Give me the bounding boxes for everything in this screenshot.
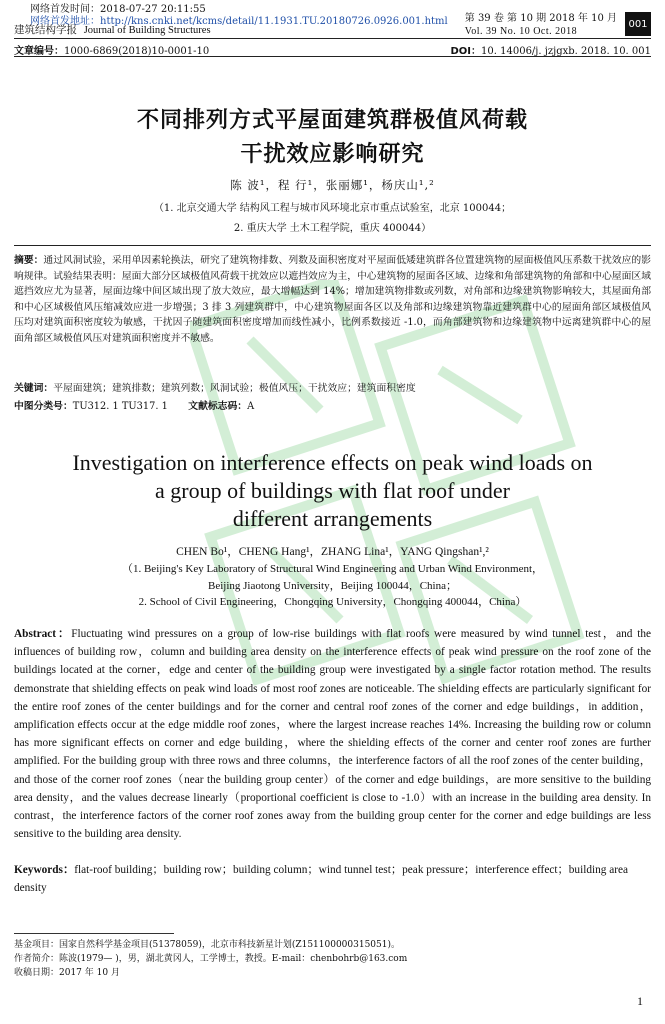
en-title-line3: different arrangements (232, 506, 433, 531)
meta-rule (14, 56, 651, 57)
cn-keywords-text: 平屋面建筑；建筑排数；建筑列数；风洞试验；极值风压；干扰效应；建筑面积密度 (53, 383, 416, 394)
cn-abstract (14, 253, 651, 347)
footnote-rule (14, 933, 174, 934)
journal-name (14, 22, 211, 37)
online-first-url-link[interactable]: http://kns.cnki.net/kcms/detail/11.1931.TU.20180726.0926.001.html (100, 16, 448, 27)
doc-code-label: 文献标志码： (188, 401, 248, 412)
footnote-author: 作者简介：陈波(1979— )，男，湖北黄冈人，工学博士，教授。E-mail：chenbohrb@163.com (14, 954, 408, 964)
cn-abstract-label: 摘要： (14, 255, 44, 266)
doi (451, 42, 652, 57)
en-aff-line2: Beijing Jiaotong University，Beijing 100044，China； (207, 579, 457, 592)
en-authors: CHEN Bo¹，CHENG Hang¹，ZHANG Lina¹，YANG Qingshan¹,² (176, 546, 489, 558)
page-number: 1 (637, 994, 643, 1008)
doi-label: DOI： (450, 46, 482, 57)
cn-title-line2: 干扰效应影响研究 (240, 142, 425, 167)
cn-authors: 陈 波¹，程 行¹，张丽娜¹，杨庆山¹,² (230, 178, 435, 192)
volume-info (465, 12, 617, 38)
cn-affiliations (0, 199, 665, 239)
clc-label: 中图分类号： (14, 401, 73, 412)
cn-aff-line1: （1. 北京交通大学 结构风工程与城市风环境北京市重点试验室，北京 100044； (153, 203, 512, 214)
cn-keywords (14, 381, 651, 396)
doc-code-value: A (247, 401, 255, 412)
article-number-value: 1000-6869(2018)10-0001-10 (64, 46, 210, 57)
en-aff-line1: （1. Beijing's Key Laboratory of Structural Wind Engineering and Urban Wind Environment， (121, 563, 544, 575)
en-title-line2: a group of buildings with flat roof under (155, 478, 510, 503)
abstract-top-rule (14, 245, 651, 246)
en-abstract-label: Abstract： (14, 628, 72, 640)
article-meta (14, 42, 651, 57)
cn-title-line1: 不同排列方式平屋面建筑群极值风荷载 (136, 108, 528, 133)
online-first-url-label: 网络首发地址： (30, 16, 100, 27)
cn-aff-line2: 2. 重庆大学 土木工程学院，重庆 400044） (233, 223, 432, 234)
header-rule (14, 38, 651, 39)
online-first-time-value: 2018-07-27 20:11:55 (100, 4, 206, 15)
page-badge: 001 (625, 12, 651, 36)
article-number (14, 42, 209, 57)
online-first-time (30, 4, 206, 16)
journal-name-cn: 建筑结构学报 (14, 24, 77, 36)
en-abstract (14, 625, 651, 843)
classification (14, 398, 254, 412)
en-keywords-label: Keywords： (14, 864, 75, 876)
journal-name-en: Journal of Building Structures (83, 25, 211, 36)
footnote-received: 收稿日期：2017 年 10 月 (14, 968, 120, 978)
en-keywords-text: flat-roof building；building row；building column；wind tunnel test；peak pressure；interference effect；building area density (14, 864, 629, 894)
en-abstract-text: Fluctuating wind pressures on a group of low-rise buildings with flat roofs were measured by wind tunnel test，and the influences of building row，column and building area density on the interference effects of peak wind pressure on the roof zone of the buildings located at the corner，edge and center of the building group were investigated by a single factor rotation method. The results demonstrate that shielding effects on peak wind loads of most roof zones are noticeable. The shielding effects are particularly significant for the entire roof zones of the center buildings and for the corner and central roof zones of the corner and edge buildings，in addition，amplification effects occur at the edge middle roof zones，where the largest increase reaches 14%. Increasing the building row or column has more significant effects on corner and edge building，where the shielding effects of the corner and center roof zones are further amplified. For the building group with three rows and three columns，the interference factors of all the roof zones of the center building，and those of the corner roof zones（near the building group center）of the corner and edge buildings，are more sensitive to the building area density，and the values decrease linearly（proportional coefficient is close to -1.0）with an increase in the building area density. In contrast，the interference factors of the corner roof zones away from the building group center for the corner and edge buildings are less sensitive to the building area density. (14, 628, 652, 841)
article-number-label: 文章编号： (14, 46, 64, 57)
footnotes (14, 938, 651, 980)
en-title-line1: Investigation on interference effects on peak wind loads on (72, 450, 593, 475)
cn-keywords-label: 关键词： (14, 383, 54, 394)
en-keywords (14, 861, 651, 897)
cn-title (0, 104, 665, 172)
cn-abstract-text: 通过风洞试验，采用单因素轮换法，研究了建筑物排数、列数及面积密度对平屋面低矮建筑群各位置建筑物的屋面极值风压系数干扰效应的影响规律。试验结果表明：屋面大部分区域极值风荷载干扰效应以遮挡效应为主，中心建筑物的屋面各区域、边缘和角部建筑物的角部和中心屋面区域遮挡效应尤为显著，屋面边缘中间区域出现了放大效应，最大增幅达到 14%；增加建筑物排数或列数，对角部和边缘建筑物影响较大，其屋面角部和中心区域极值风压缩减效应进一步增强；3 排 3 列建筑群中，中心建筑物屋面各区以及角部和边缘建筑物靠近建筑群中心的屋面角部区域极值风压均对建筑面积密度较为敏感，干扰因子随建筑面积密度增加而线性减小，比例系数接近 -1.0，而角部建筑物和边缘建筑物中远离建筑群中心的屋面角部区域极值风压对建筑面积密度并不敏感。 (14, 255, 652, 344)
en-title (0, 449, 665, 533)
doi-value: 10. 14006/j. jzjgxb. 2018. 10. 001 (481, 46, 651, 57)
footnote-fund: 基金项目：国家自然科学基金项目(51378059)，北京市科技新星计划(Z151100000315051)。 (14, 940, 400, 950)
clc-value: TU312. 1 TU317. 1 (72, 401, 168, 412)
volume-en: Vol. 39 No. 10 Oct. 2018 (464, 26, 578, 37)
en-affiliations (0, 561, 665, 611)
online-first-time-label: 网络首发时间： (30, 4, 100, 15)
en-aff-line3: 2. School of Civil Engineering，Chongqing University，Chongqing 400044，China） (138, 596, 527, 608)
volume-cn: 第 39 卷 第 10 期 2018 年 10 月 (464, 13, 617, 24)
